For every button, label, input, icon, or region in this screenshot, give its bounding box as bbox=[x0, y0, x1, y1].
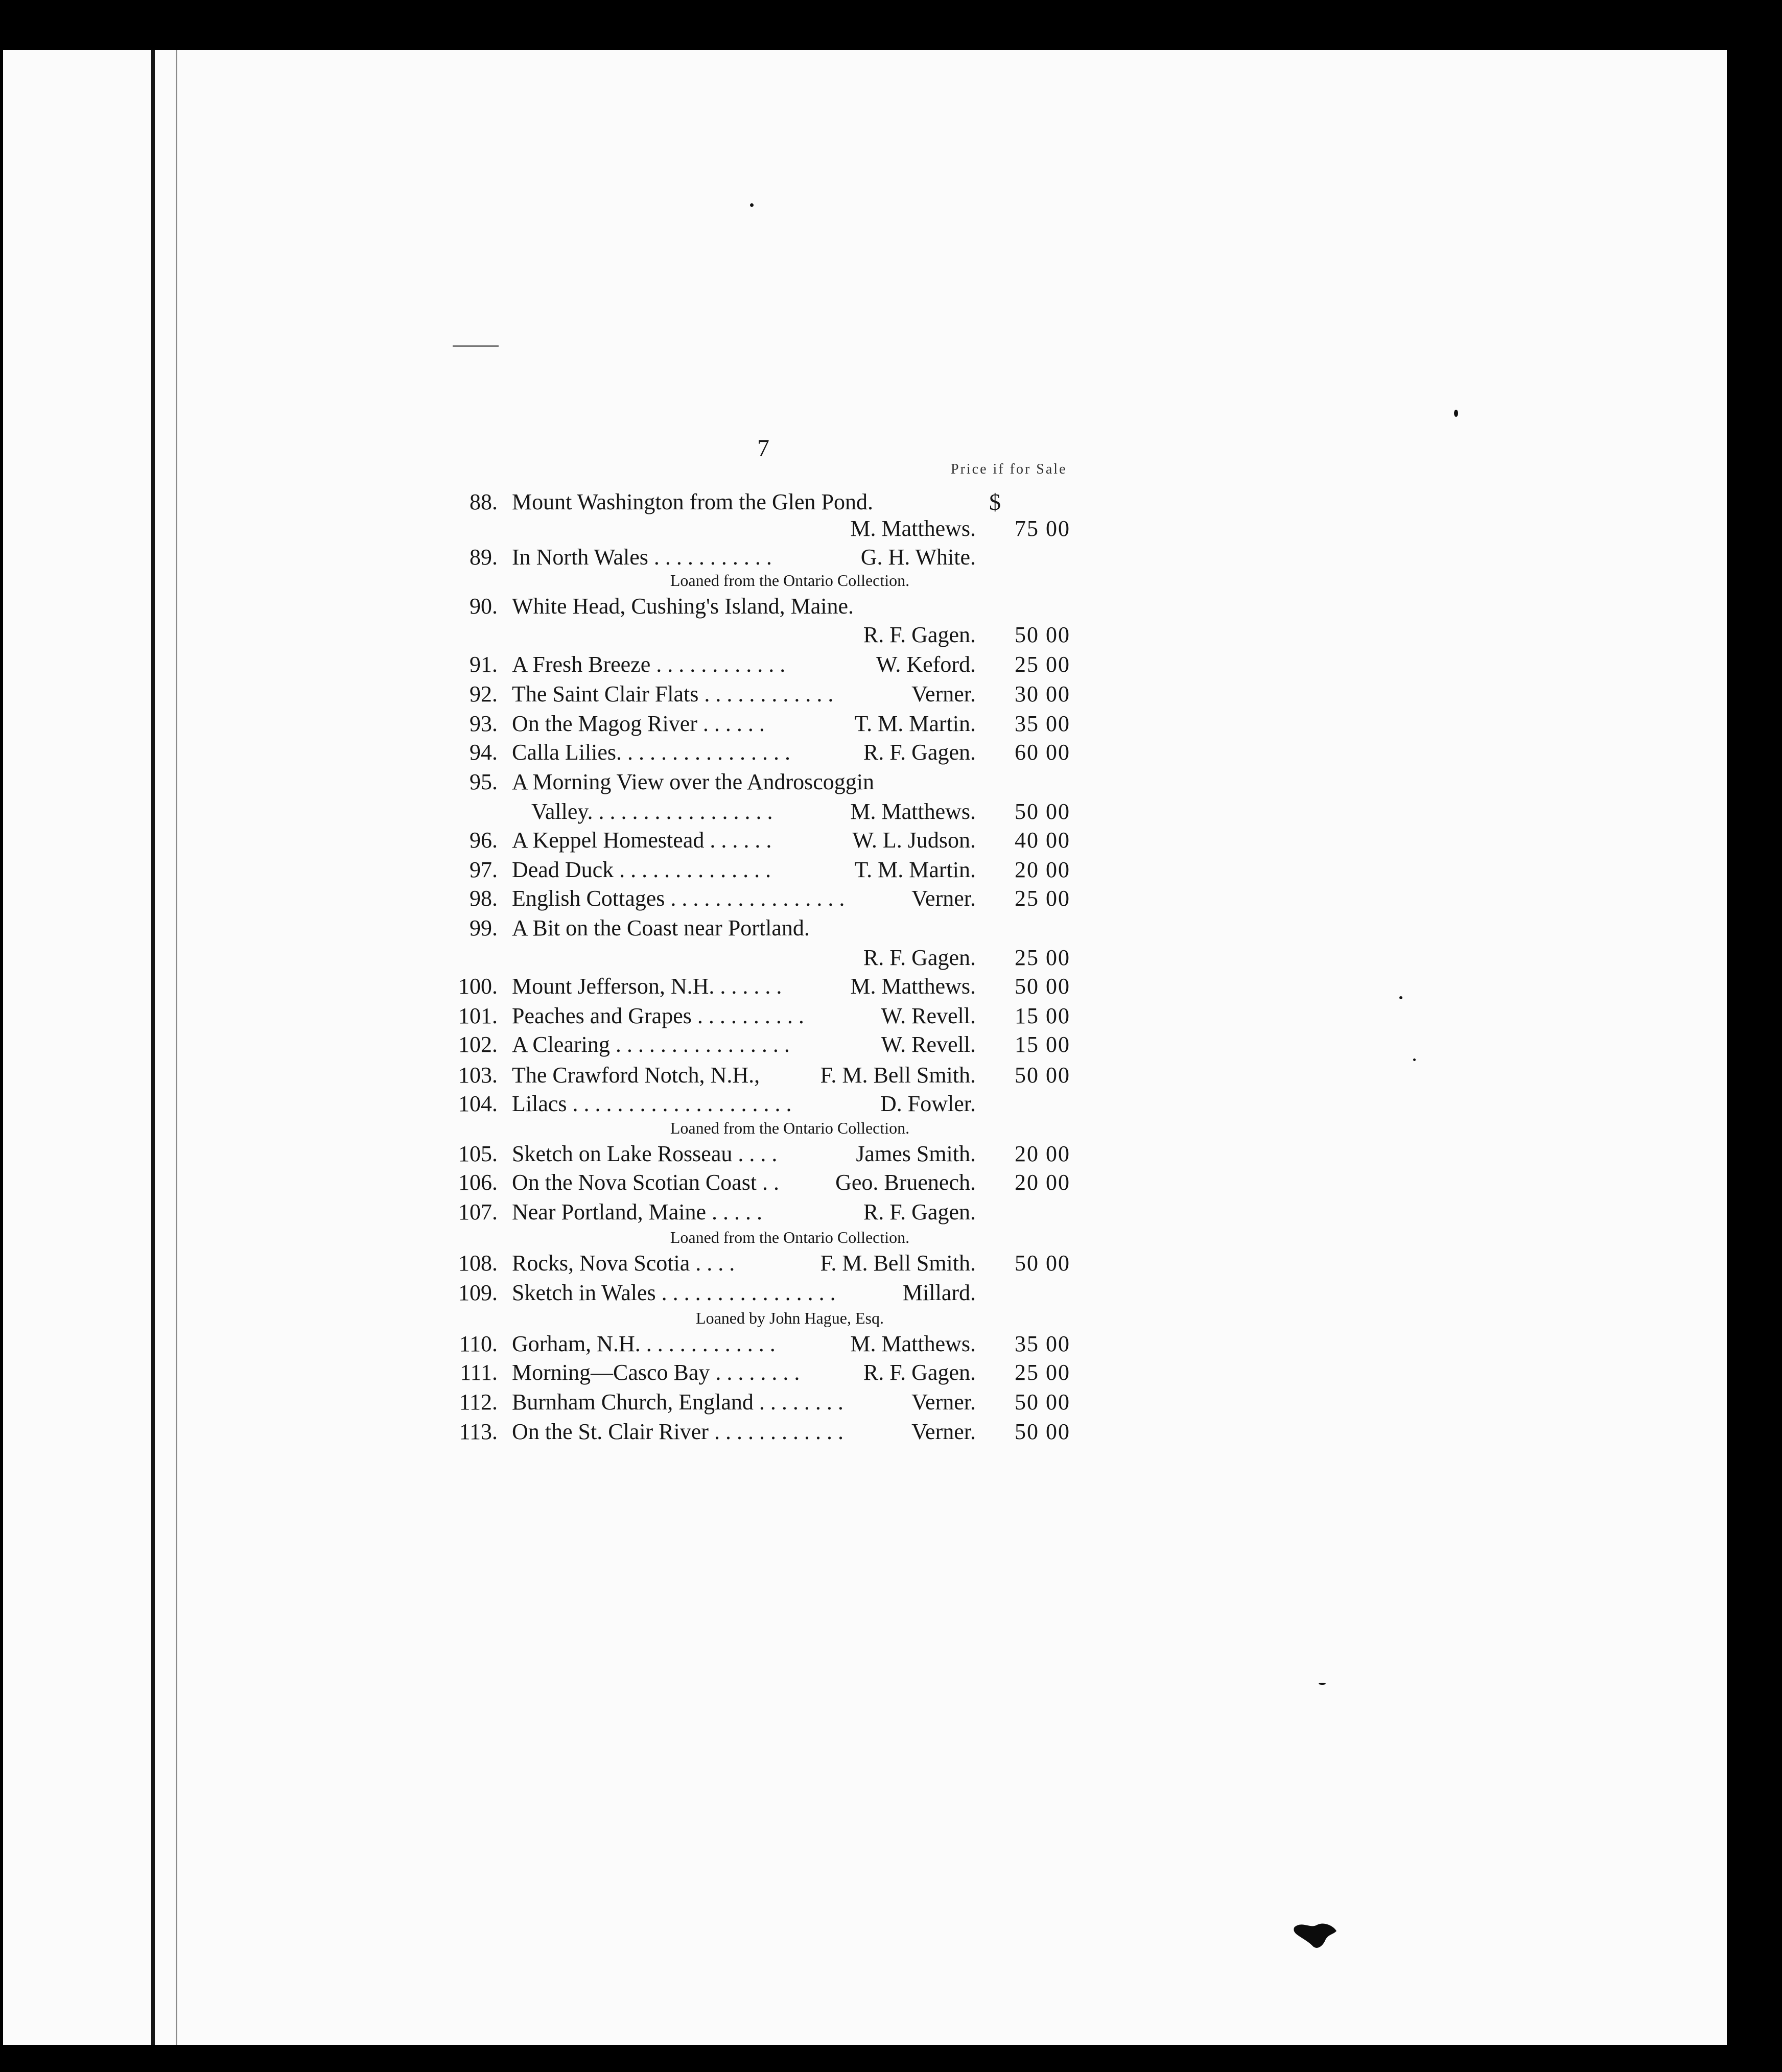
entry-artist: W. Keford. bbox=[876, 652, 976, 677]
entry-artist: F. M. Bell Smith. bbox=[820, 1063, 976, 1088]
entry-artist: W. L. Judson. bbox=[852, 828, 976, 853]
entry-artist: R. F. Gagen. bbox=[863, 1199, 976, 1225]
catalogue-entry bbox=[3, 855, 1727, 885]
catalogue-entry bbox=[3, 913, 1727, 943]
entry-title: The Crawford Notch, N.H., bbox=[512, 1063, 760, 1088]
entry-price: 25 00 bbox=[1015, 652, 1070, 677]
catalogue-page bbox=[3, 50, 1727, 2053]
loan-note bbox=[3, 1118, 1727, 1138]
entry-number: 90. bbox=[470, 594, 498, 619]
entry-number: 89. bbox=[470, 545, 498, 570]
loan-note bbox=[3, 570, 1727, 591]
entry-artist: Millard. bbox=[903, 1280, 976, 1305]
entry-artist: Verner. bbox=[911, 1419, 976, 1444]
entry-title: On the Nova Scotian Coast . . bbox=[512, 1170, 780, 1195]
entry-artist: R. F. Gagen. bbox=[863, 740, 976, 765]
entry-price: 15 00 bbox=[1015, 1003, 1070, 1028]
entry-title: The Saint Clair Flats . . . . . . . . . . . . bbox=[512, 681, 834, 707]
entry-number: 110. bbox=[459, 1331, 498, 1356]
entry-title: Calla Lilies. . . . . . . . . . . . . . . . bbox=[512, 740, 791, 765]
entry-price: 20 00 bbox=[1015, 857, 1070, 882]
catalogue-entry bbox=[3, 1387, 1727, 1417]
entry-price: 50 00 bbox=[1015, 799, 1070, 824]
entry-artist: M. Matthews. bbox=[850, 799, 976, 824]
entry-artist: T. M. Martin. bbox=[854, 711, 976, 736]
pencil-mark bbox=[453, 345, 499, 347]
entry-artist: F. M. Bell Smith. bbox=[820, 1251, 976, 1276]
loan-note bbox=[3, 1227, 1727, 1247]
entry-title: On the St. Clair River . . . . . . . . . . . . bbox=[512, 1419, 843, 1444]
entry-price: 75 00 bbox=[1015, 516, 1070, 541]
entry-number: 102. bbox=[458, 1032, 498, 1057]
entry-title: Sketch in Wales . . . . . . . . . . . . . . . . bbox=[512, 1280, 836, 1305]
catalogue-entry bbox=[3, 826, 1727, 855]
loan-note-text: Loaned from the Ontario Collection. bbox=[670, 1119, 910, 1137]
catalogue-entry bbox=[3, 797, 1727, 827]
catalogue-entry bbox=[3, 1001, 1727, 1031]
entry-title: In North Wales . . . . . . . . . . . bbox=[512, 545, 772, 570]
catalogue-entry bbox=[3, 592, 1727, 621]
catalogue-entry bbox=[3, 1089, 1727, 1119]
catalogue-entry bbox=[3, 620, 1727, 650]
entry-number: 112. bbox=[459, 1390, 498, 1415]
entry-title: Rocks, Nova Scotia . . . . bbox=[512, 1251, 735, 1276]
entry-price: 35 00 bbox=[1015, 1331, 1070, 1356]
entry-artist: G. H. White. bbox=[860, 545, 976, 570]
catalogue-entry bbox=[3, 738, 1727, 767]
entry-price: 25 00 bbox=[1015, 886, 1070, 911]
entry-number: 105. bbox=[458, 1141, 498, 1166]
catalogue-entry bbox=[3, 1358, 1727, 1387]
entry-price: 20 00 bbox=[1015, 1141, 1070, 1166]
ink-blot bbox=[1293, 1920, 1339, 1953]
entry-title: A Morning View over the Androscoggin bbox=[512, 769, 875, 794]
entry-number: 108. bbox=[458, 1251, 498, 1276]
entry-number: 95. bbox=[470, 769, 498, 794]
entry-price: 60 00 bbox=[1015, 740, 1070, 765]
entry-title: A Fresh Breeze . . . . . . . . . . . . bbox=[512, 652, 786, 677]
ink-speck bbox=[1454, 410, 1458, 417]
entry-number: 111. bbox=[460, 1360, 498, 1385]
entry-number: 93. bbox=[470, 711, 498, 736]
entry-number: 103. bbox=[458, 1063, 498, 1088]
catalogue-entry bbox=[3, 487, 1727, 517]
catalogue-entry bbox=[3, 767, 1727, 797]
entry-title: Sketch on Lake Rosseau . . . . bbox=[512, 1141, 778, 1166]
entry-price: 30 00 bbox=[1015, 681, 1070, 707]
entry-number: 113. bbox=[459, 1419, 498, 1444]
page-number: 7 bbox=[757, 435, 769, 462]
entry-artist: James Smith. bbox=[856, 1141, 976, 1166]
loan-note bbox=[3, 1308, 1727, 1328]
entry-artist: R. F. Gagen. bbox=[863, 1360, 976, 1385]
entry-number: 104. bbox=[458, 1091, 498, 1116]
entry-price: 25 00 bbox=[1015, 945, 1070, 970]
catalogue-entry bbox=[3, 1061, 1727, 1090]
entry-artist: T. M. Martin. bbox=[854, 857, 976, 882]
catalogue-entry bbox=[3, 1197, 1727, 1227]
entry-title: A Keppel Homestead . . . . . . bbox=[512, 828, 772, 853]
entry-title: Near Portland, Maine . . . . . bbox=[512, 1199, 762, 1225]
entry-price: 15 00 bbox=[1015, 1032, 1070, 1057]
entry-artist: Geo. Bruenech. bbox=[835, 1170, 976, 1195]
entry-price: 35 00 bbox=[1015, 711, 1070, 736]
entry-price: 20 00 bbox=[1015, 1170, 1070, 1195]
entry-number: 101. bbox=[458, 1003, 498, 1028]
entry-number: 106. bbox=[458, 1170, 498, 1195]
entry-price: 25 00 bbox=[1015, 1360, 1070, 1385]
entry-price: 40 00 bbox=[1015, 828, 1070, 853]
entry-number: 107. bbox=[458, 1199, 498, 1225]
entry-title: Mount Jefferson, N.H. . . . . . . bbox=[512, 974, 782, 999]
entry-number: 94. bbox=[470, 740, 498, 765]
ink-speck bbox=[750, 203, 754, 207]
entry-artist: M. Matthews. bbox=[850, 1331, 976, 1356]
entry-number: 109. bbox=[458, 1280, 498, 1305]
catalogue-entry bbox=[3, 1168, 1727, 1197]
catalogue-entry bbox=[3, 1278, 1727, 1308]
entry-artist: M. Matthews. bbox=[850, 516, 976, 541]
entry-title: A Clearing . . . . . . . . . . . . . . . . bbox=[512, 1032, 790, 1057]
scan-top-border bbox=[0, 0, 1782, 53]
entry-number: 91. bbox=[470, 652, 498, 677]
entry-number: 98. bbox=[470, 886, 498, 911]
entry-title: Lilacs . . . . . . . . . . . . . . . . . . . . bbox=[512, 1091, 792, 1116]
entry-price: 50 00 bbox=[1015, 1390, 1070, 1415]
catalogue-entry bbox=[3, 1329, 1727, 1359]
scan-bottom-border bbox=[3, 2045, 1727, 2053]
entry-title: A Bit on the Coast near Portland. bbox=[512, 915, 810, 940]
catalogue-entry bbox=[3, 943, 1727, 973]
entry-price: 50 00 bbox=[1015, 1419, 1070, 1444]
catalogue-entry bbox=[3, 709, 1727, 739]
entry-price: 50 00 bbox=[1015, 974, 1070, 999]
entry-artist: R. F. Gagen. bbox=[863, 945, 976, 970]
entry-artist: R. F. Gagen. bbox=[863, 622, 976, 647]
entry-title: Mount Washington from the Glen Pond. bbox=[512, 489, 873, 514]
catalogue-entry bbox=[3, 514, 1727, 544]
entry-artist: W. Revell. bbox=[881, 1032, 976, 1057]
entry-number: 99. bbox=[470, 915, 498, 940]
entry-title: On the Magog River . . . . . . bbox=[512, 711, 765, 736]
currency-symbol: $ bbox=[989, 489, 1001, 515]
entry-title: Burnham Church, England . . . . . . . . bbox=[512, 1390, 843, 1415]
entry-price: 50 00 bbox=[1015, 1063, 1070, 1088]
entry-artist: D. Fowler. bbox=[880, 1091, 976, 1116]
entry-title: English Cottages . . . . . . . . . . . . . . . . bbox=[512, 886, 845, 911]
entry-artist: W. Revell. bbox=[881, 1003, 976, 1028]
catalogue-entry bbox=[3, 884, 1727, 913]
entry-title: White Head, Cushing's Island, Maine. bbox=[512, 594, 854, 619]
catalogue-entry bbox=[3, 650, 1727, 679]
catalogue-entry bbox=[3, 543, 1727, 572]
ink-speck bbox=[1319, 1683, 1326, 1685]
entry-artist: Verner. bbox=[911, 1390, 976, 1415]
catalogue-entry bbox=[3, 1249, 1727, 1278]
entry-number: 88. bbox=[470, 489, 498, 514]
entry-artist: M. Matthews. bbox=[850, 974, 976, 999]
catalogue-entry bbox=[3, 972, 1727, 1001]
loan-note-text: Loaned from the Ontario Collection. bbox=[670, 1228, 910, 1246]
entry-number: 96. bbox=[470, 828, 498, 853]
catalogue-entry bbox=[3, 679, 1727, 709]
entry-title: Gorham, N.H. . . . . . . . . . . . . bbox=[512, 1331, 776, 1356]
loan-note-text: Loaned from the Ontario Collection. bbox=[670, 571, 910, 590]
entry-title: Valley. . . . . . . . . . . . . . . . . bbox=[531, 799, 773, 824]
entry-title: Dead Duck . . . . . . . . . . . . . . bbox=[512, 857, 771, 882]
entry-artist: Verner. bbox=[911, 681, 976, 707]
entry-title: Peaches and Grapes . . . . . . . . . . bbox=[512, 1003, 804, 1028]
price-column-header: Price if for Sale bbox=[951, 461, 1067, 477]
entry-number: 97. bbox=[470, 857, 498, 882]
entry-price: 50 00 bbox=[1015, 1251, 1070, 1276]
entry-title: Morning—Casco Bay . . . . . . . . bbox=[512, 1360, 800, 1385]
catalogue-entry bbox=[3, 1030, 1727, 1059]
loan-note-text: Loaned by John Hague, Esq. bbox=[696, 1309, 884, 1327]
entry-number: 92. bbox=[470, 681, 498, 707]
entry-artist: Verner. bbox=[911, 886, 976, 911]
catalogue-entry bbox=[3, 1139, 1727, 1169]
entry-price: 50 00 bbox=[1015, 622, 1070, 647]
catalogue-entry bbox=[3, 1417, 1727, 1447]
entry-number: 100. bbox=[458, 974, 498, 999]
